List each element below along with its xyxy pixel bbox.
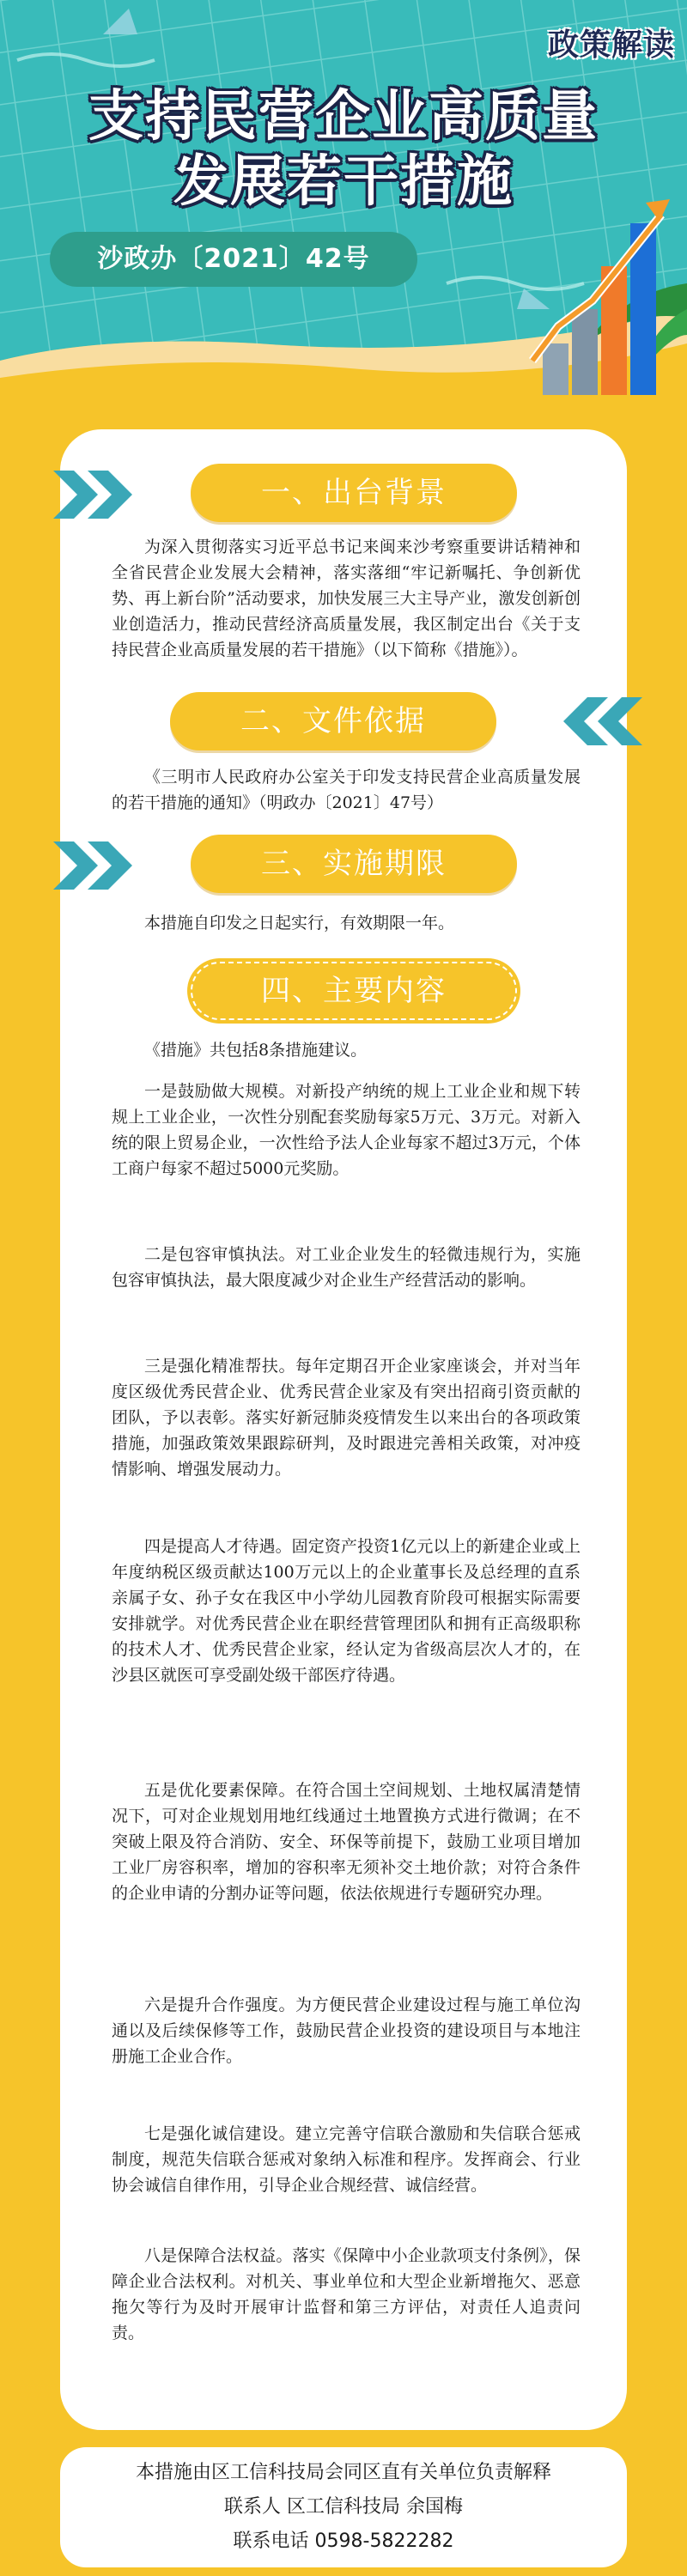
contact-phone: 联系电话 0598-5822282 [233,2530,454,2552]
period-paragraph: 本措施自印发之日起实行，有效期限一年。 [144,914,455,933]
chevron-right-icon [53,841,173,890]
section-heading-content: 四、主要内容 [191,962,517,1020]
document-number-badge: 沙政办〔2021〕42号 [50,232,417,287]
section-heading-background: 一、出台背景 [191,464,517,522]
measure-item-5: 五是优化要素保障。在符合国土空间规划、土地权属清楚情况下，可对企业规划用地红线通过土地置换方式进行微调；在不突破上限及符合消防、安全、环保等前提下，鼓励工业项目增加工业厂房容积率，增加的容积率无须补交土地价款；对符合条件的企业申请的分割办证等问题，依法依规进行专题研究办理。 [112,1781,581,1903]
page-title-line-1: 支持民营企业高质量 [88,85,599,149]
basis-paragraph: 《三明市人民政府办公室关于印发支持民营企业高质量发展的若干措施的通知》（明政办〔2021〕47号） [112,768,581,812]
policy-interpretation-tag: 政策解读 [547,27,675,63]
chevron-right-icon [53,471,173,519]
measure-item-7: 七是强化诚信建设。建立完善守信联合激励和失信联合惩戒制度，规范失信联合惩戒对象纳入标准和程序。发挥商会、行业协会诚信自律作用，引导企业合规经营、诚信经营。 [112,2124,581,2195]
background-paragraph: 为深入贯彻落实习近平总书记来闽来沙考察重要讲话精神和全省民营企业发展大会精神，落实落细“牢记新嘱托、争创新优势、再上新台阶”活动要求，加快发展三大主导产业，激发创新创业创造活力，推动民营经济高质量发展，我区制定出台《关于支持民营企业高质量发展的若干措施》（以下简称《措施》）。 [112,538,581,659]
header-banner [0,0,687,404]
contact-person: 联系人 区工信科技局 余国梅 [224,2496,463,2518]
interpretation-note: 本措施由区工信科技局会同区直有关单位负责解释 [135,2462,551,2483]
footer-contact-box [60,2447,627,2567]
measure-item-2: 二是包容审慎执法。对工业企业发生的轻微违规行为，实施包容审慎执法，最大限度减少对企业生产经营活动的影响。 [112,1245,581,1290]
section-heading-period: 三、实施期限 [191,835,517,893]
measure-item-8: 八是保障合法权益。落实《保障中小企业款项支付条例》，保障企业合法权利。对机关、事业单位和大型企业新增拖欠、恶意拖欠等行为及时开展审计监督和第三方评估，对责任人追责问责。 [112,2246,581,2342]
measure-item-3: 三是强化精准帮扶。每年定期召开企业家座谈会，并对当年度区级优秀民营企业、优秀民营企业家及有突出招商引资贡献的团队，予以表彰。落实好新冠肺炎疫情发生以来出台的各项政策措施，加强政策效果跟踪研判，及时跟进完善相关政策，对冲疫情影响、增强发展动力。 [112,1357,581,1479]
chevron-left-icon [531,697,642,745]
section-heading-basis: 二、文件依据 [170,692,496,750]
measure-item-4: 四是提高人才待遇。固定资产投资1亿元以上的新建企业或上年度纳税区级贡献达100万元以上的企业董事长及总经理的直系亲属子女、孙子女在我区中小学幼儿园教育阶段可根据实际需要安排就学。对优秀民营企业在职经营管理团队和拥有正高级职称的技术人才、优秀民营企业家，经认定为省级高层次人才的，在沙县区就医可享受副处级干部医疗待遇。 [112,1537,581,1685]
measure-item-1: 一是鼓励做大规模。对新投产纳统的规上工业企业和规下转规上工业企业，一次性分别配套奖励每家5万元、3万元。对新入统的限上贸易企业，一次性给予法人企业每家不超过3万元，个体工商户每家不超过5000元奖励。 [112,1082,581,1178]
page-title-line-2: 发展若干措施 [173,150,514,214]
measure-item-6: 六是提升合作强度。为方便民营企业建设过程与施工单位沟通以及后续保修等工作，鼓励民营企业投资的建设项目与本地注册施工企业合作。 [112,1996,581,2066]
content-intro: 《措施》共包括8条措施建议。 [144,1041,368,1060]
